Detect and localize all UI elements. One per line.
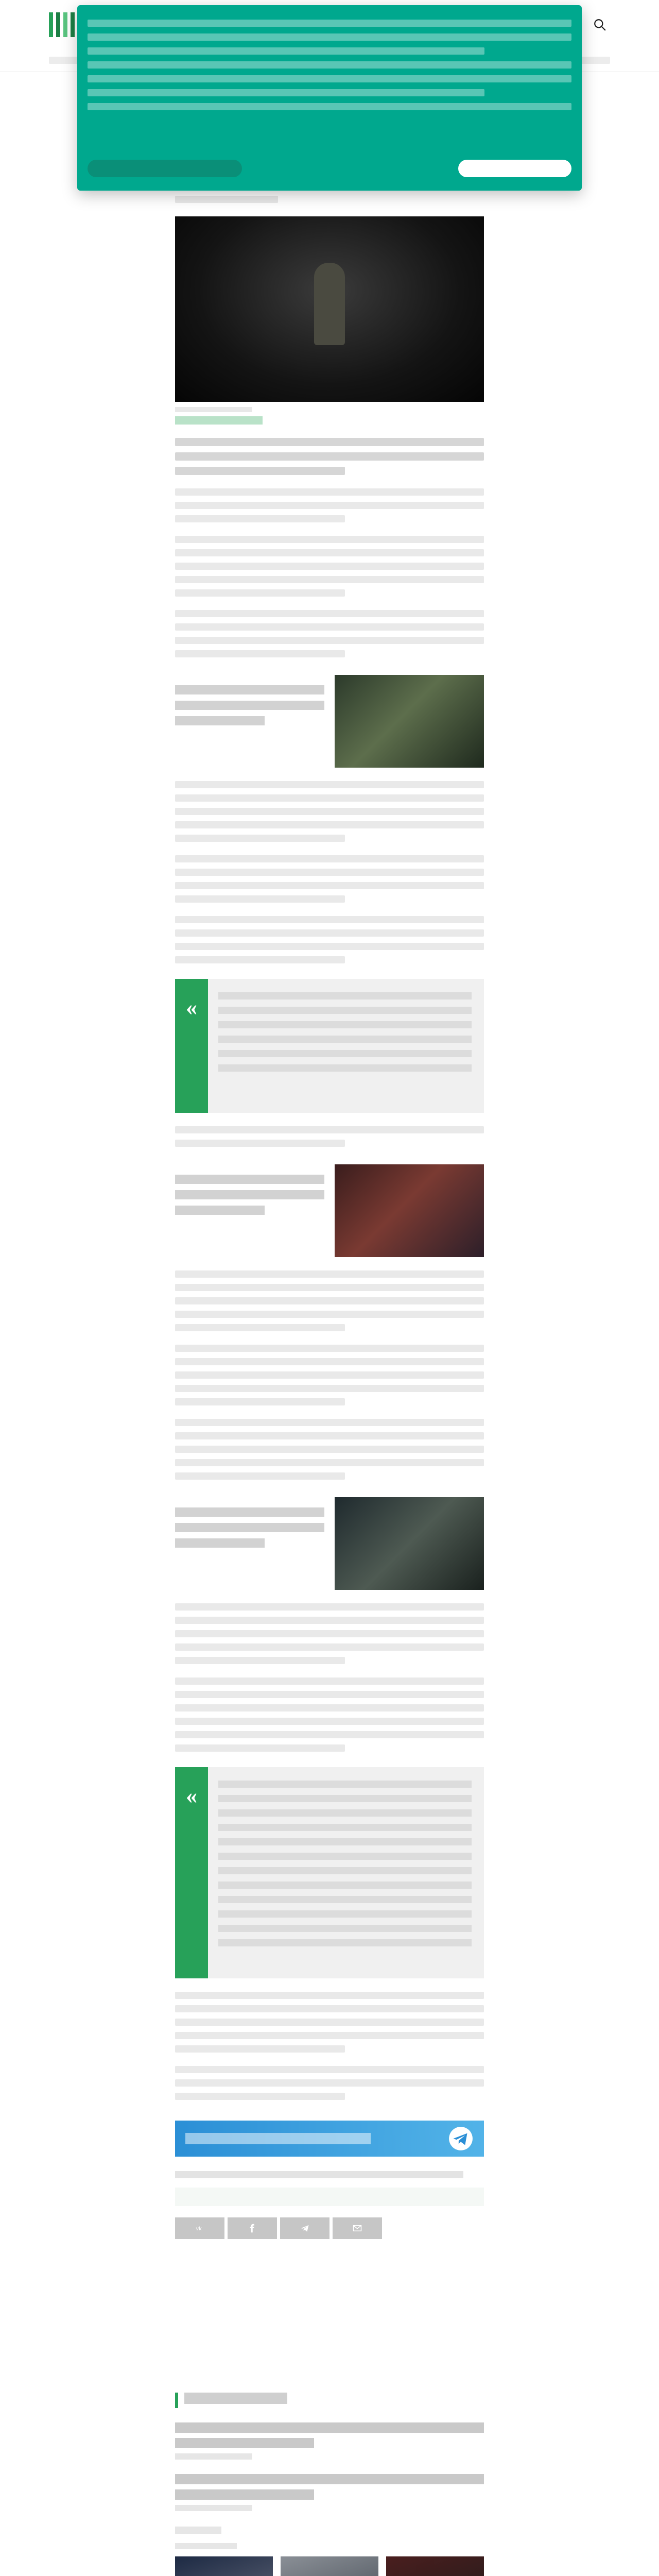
news-grid-label bbox=[175, 2543, 237, 2549]
search-icon bbox=[593, 18, 606, 31]
quote-text bbox=[218, 992, 472, 1079]
news-grid bbox=[175, 2556, 484, 2576]
article-lead bbox=[175, 438, 484, 475]
links-heading bbox=[175, 2393, 484, 2408]
telegram-banner-text bbox=[185, 2133, 371, 2144]
cookie-accept-button[interactable] bbox=[458, 160, 571, 177]
article-paragraph bbox=[175, 1419, 484, 1480]
news-card[interactable] bbox=[281, 2556, 378, 2576]
related-story-photo bbox=[335, 1497, 484, 1590]
related-story-title bbox=[175, 1164, 324, 1257]
blockquote bbox=[175, 979, 484, 1113]
share-facebook-button[interactable] bbox=[228, 2217, 277, 2239]
search-button[interactable] bbox=[592, 18, 608, 33]
news-card[interactable] bbox=[386, 2556, 484, 2576]
related-story-photo bbox=[335, 1164, 484, 1257]
article-paragraph bbox=[175, 488, 484, 522]
author-link[interactable] bbox=[175, 416, 263, 425]
hero-photo bbox=[175, 216, 484, 402]
article-paragraph bbox=[175, 536, 484, 597]
related-story-title bbox=[175, 1497, 324, 1590]
related-story[interactable] bbox=[175, 1164, 484, 1257]
article-paragraph bbox=[175, 610, 484, 657]
facebook-icon bbox=[248, 2224, 257, 2233]
loading-label bbox=[175, 2527, 221, 2534]
news-card[interactable] bbox=[175, 2556, 273, 2576]
cookie-notice bbox=[77, 5, 582, 191]
links-section bbox=[175, 2391, 484, 2576]
telegram-icon bbox=[300, 2224, 309, 2233]
article-paragraph bbox=[175, 1270, 484, 1331]
quote-icon: « bbox=[175, 1767, 208, 1978]
share-email-button[interactable] bbox=[333, 2217, 382, 2239]
related-story-title bbox=[175, 675, 324, 768]
related-story-photo bbox=[335, 675, 484, 768]
telegram-banner[interactable] bbox=[175, 2121, 484, 2157]
share-telegram-button[interactable] bbox=[280, 2217, 330, 2239]
svg-text:vk: vk bbox=[196, 2226, 202, 2232]
link-item[interactable] bbox=[175, 2422, 484, 2460]
article-paragraph bbox=[175, 916, 484, 963]
article-paragraph bbox=[175, 1992, 484, 2053]
tag-list bbox=[175, 2188, 484, 2206]
cookie-notice-text bbox=[88, 20, 571, 123]
article-paragraph bbox=[175, 2066, 484, 2100]
blockquote bbox=[175, 1767, 484, 1978]
cookie-settings-button[interactable] bbox=[88, 160, 242, 177]
share-vk-button[interactable] bbox=[175, 2217, 224, 2239]
article bbox=[175, 196, 484, 2239]
share-buttons bbox=[175, 2217, 484, 2239]
quote-icon: « bbox=[175, 979, 208, 1113]
link-item[interactable] bbox=[175, 2474, 484, 2511]
article-paragraph bbox=[175, 855, 484, 903]
article-paragraph bbox=[175, 781, 484, 842]
subscribe-line[interactable] bbox=[175, 2171, 463, 2178]
vk-icon bbox=[195, 2224, 204, 2233]
article-date bbox=[175, 196, 278, 203]
related-story[interactable] bbox=[175, 675, 484, 768]
article-paragraph bbox=[175, 1126, 484, 1147]
article-paragraph bbox=[175, 1677, 484, 1752]
telegram-icon bbox=[448, 2126, 474, 2151]
mail-icon bbox=[353, 2224, 362, 2233]
quote-text bbox=[218, 1781, 472, 1954]
article-paragraph bbox=[175, 1603, 484, 1664]
article-paragraph bbox=[175, 1345, 484, 1405]
related-story[interactable] bbox=[175, 1497, 484, 1590]
photo-credit bbox=[175, 407, 252, 412]
